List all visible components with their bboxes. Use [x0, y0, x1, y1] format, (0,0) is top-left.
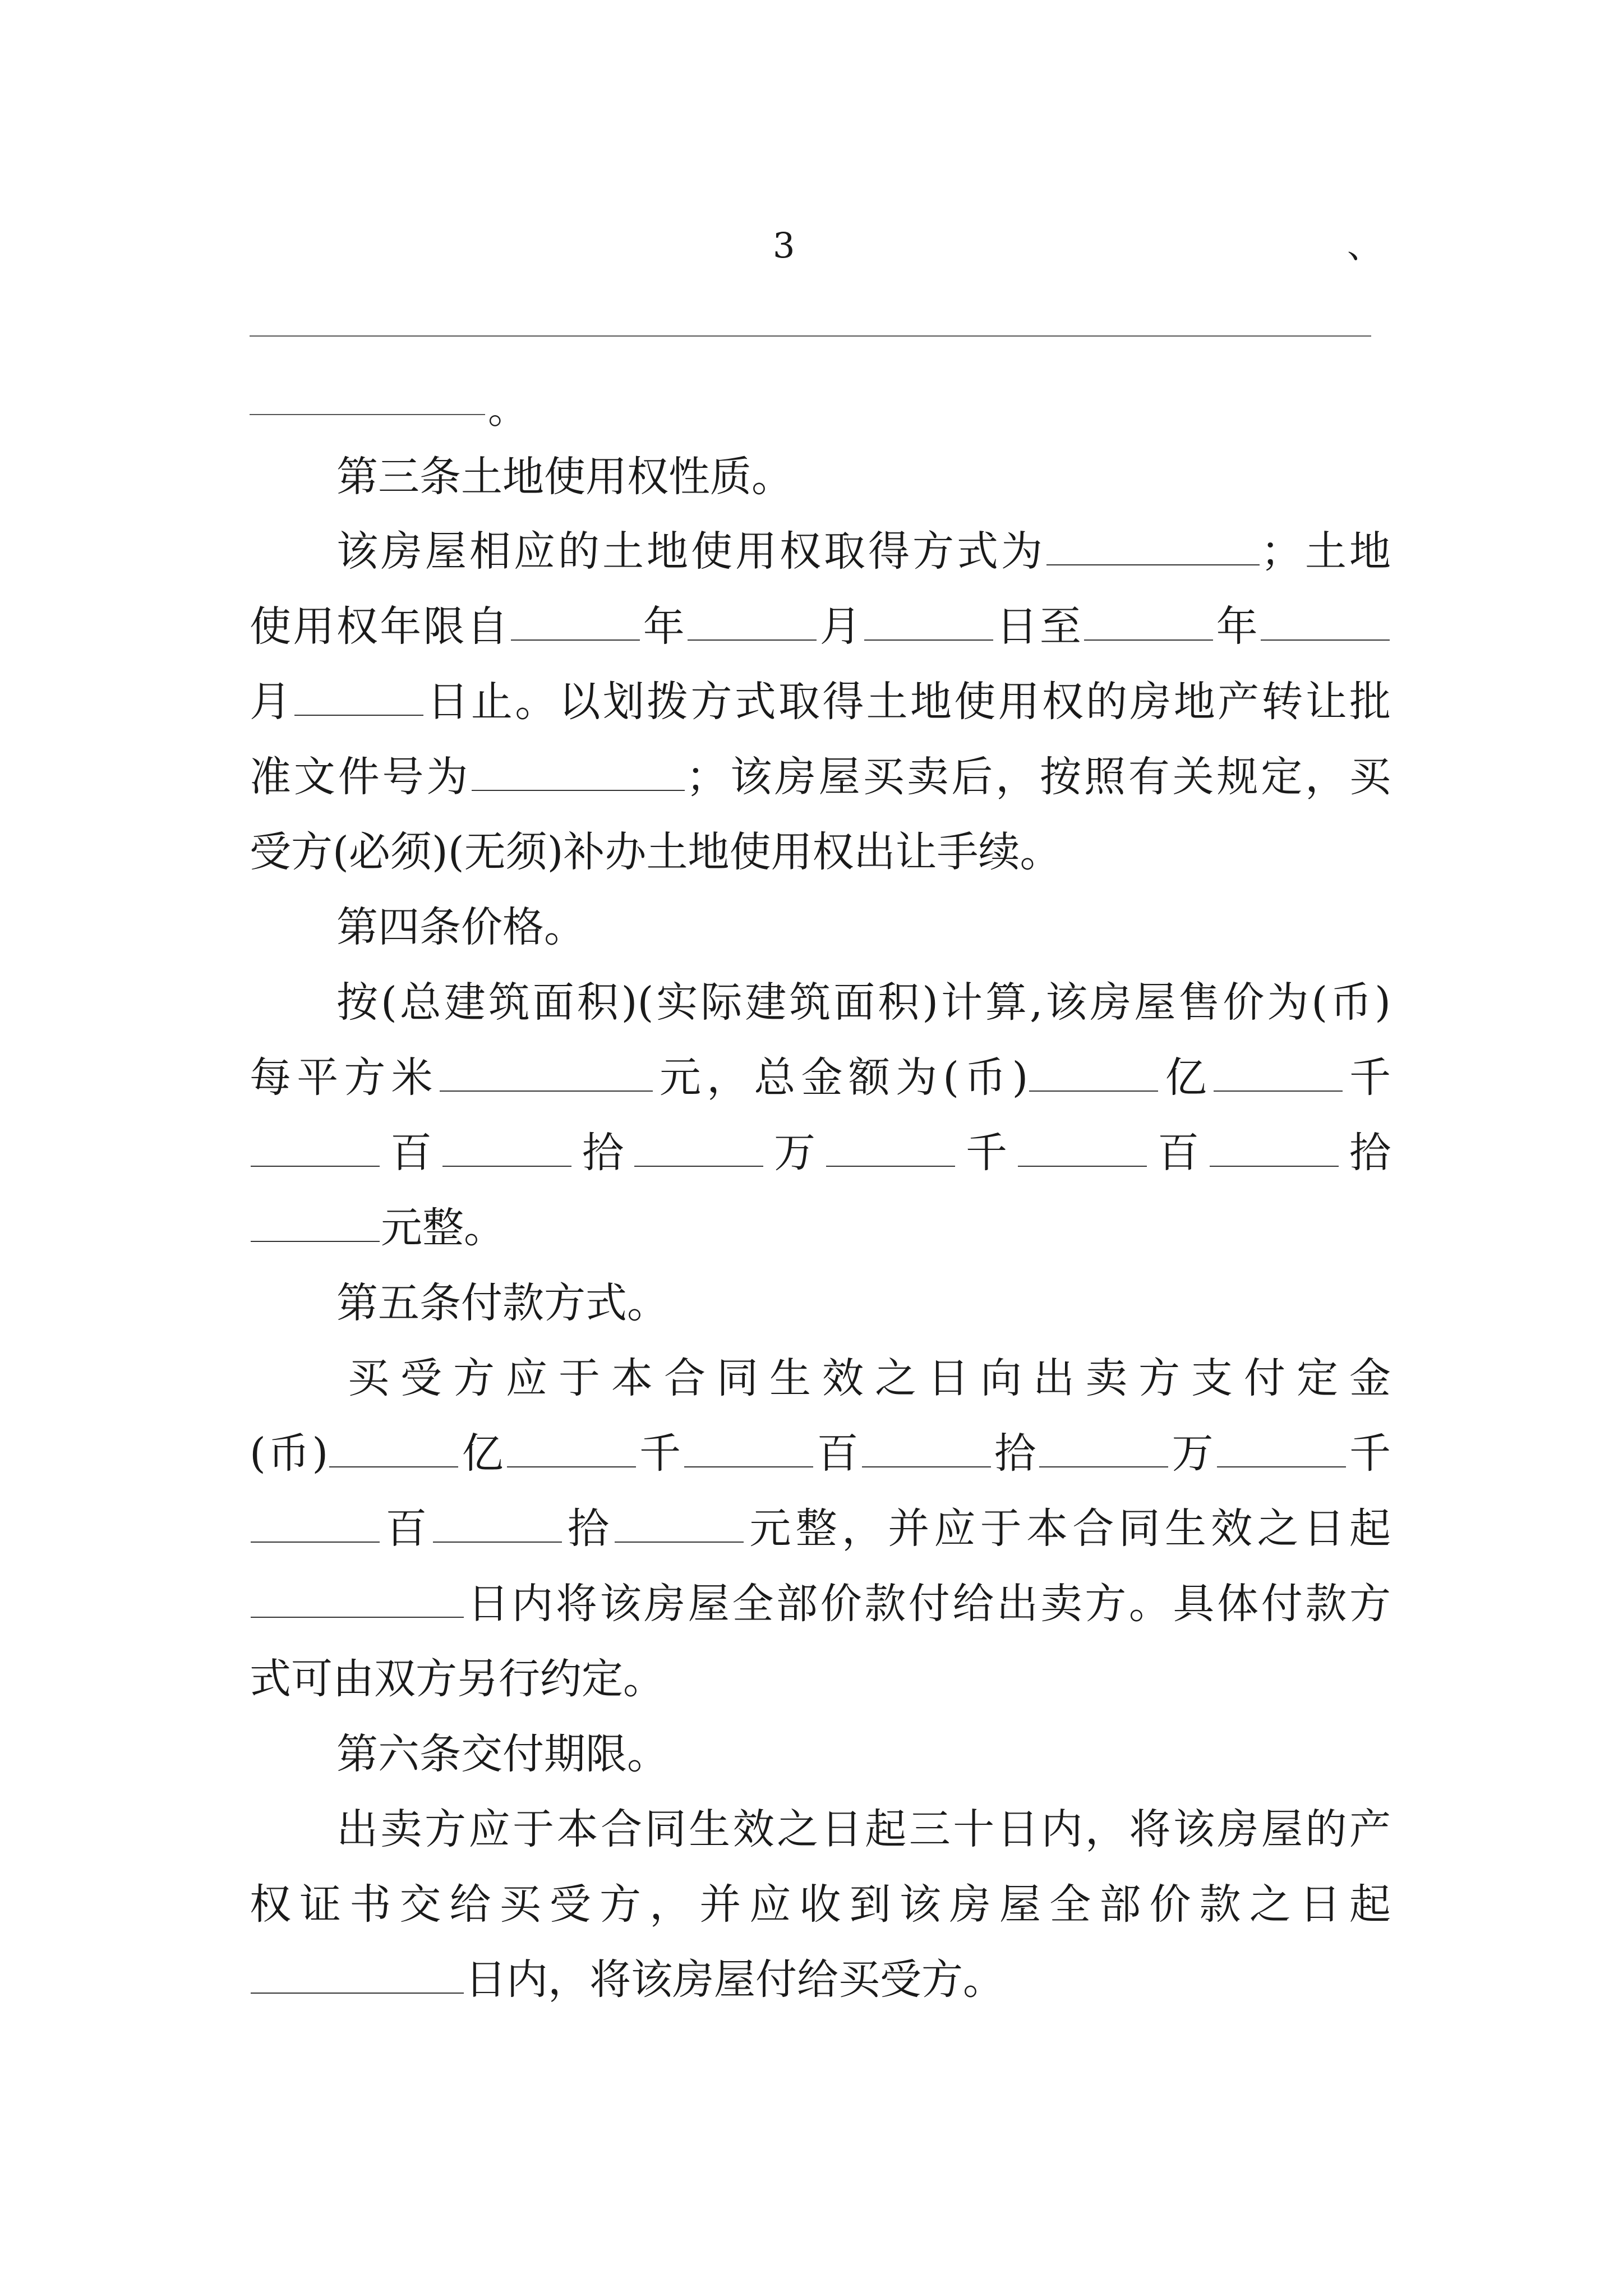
blank-field[interactable]	[251, 1208, 380, 1242]
blank-field[interactable]	[1039, 1434, 1168, 1467]
blank-field[interactable]	[251, 1584, 464, 1618]
item-period: 。	[488, 386, 527, 432]
article5-title: 第五条付款方式。	[336, 1279, 668, 1327]
blank-field[interactable]	[294, 682, 423, 716]
blank-line	[250, 414, 485, 415]
blank-field[interactable]	[1029, 1058, 1158, 1092]
article6-line3: 日内，将该房屋付给买受方。	[250, 1949, 1391, 2010]
blank-field[interactable]	[1217, 1434, 1346, 1467]
article5-line5: 式可由双方另行约定。	[250, 1655, 665, 1703]
article3-title: 第三条土地使用权性质。	[336, 453, 793, 501]
article4-title: 第四条价格。	[336, 903, 585, 951]
blank-field[interactable]	[684, 1434, 813, 1467]
blank-field[interactable]	[442, 1133, 571, 1167]
blank-field[interactable]	[864, 607, 993, 641]
blank-field[interactable]	[251, 1509, 380, 1543]
blank-field[interactable]	[440, 1058, 653, 1092]
item-comma: 、	[1347, 225, 1382, 266]
article4-line4: 元整。	[250, 1197, 1391, 1259]
article3-line1: 该房屋相应的土地使用权取得方式为 ；土地	[336, 527, 1391, 576]
article3-line3: 月 日止。以划拨方式取得土地使用权的房地产转让批	[250, 678, 1391, 726]
article4-line2: 每平方米 元，总金额为(币) 亿 千	[250, 1053, 1391, 1102]
blank-field[interactable]	[511, 607, 640, 641]
blank-field[interactable]	[507, 1434, 636, 1467]
blank-field[interactable]	[688, 607, 817, 641]
article6-line2: 权证书交给买受方，并应收到该房屋全部价款之日起	[250, 1880, 1391, 1929]
blank-field[interactable]	[329, 1434, 458, 1467]
blank-field[interactable]	[634, 1133, 763, 1167]
blank-field[interactable]	[1210, 1133, 1339, 1167]
item-number: 3	[773, 225, 795, 266]
blank-field[interactable]	[862, 1434, 991, 1467]
blank-field[interactable]	[1084, 607, 1213, 641]
article6-title: 第六条交付期限。	[336, 1730, 668, 1778]
blank-field[interactable]	[472, 757, 685, 791]
article5-line2: (币) 亿 千 百 拾 万 千	[250, 1429, 1391, 1478]
article5-line3: 百 拾 元整，并应于本合同生效之日起	[250, 1498, 1391, 1559]
article4-line3: 百 拾 万 千 百 拾	[250, 1122, 1391, 1184]
blank-field[interactable]	[615, 1509, 744, 1543]
blank-line	[250, 335, 1371, 337]
article5-line4: 日内将该房屋全部价款付给出卖方。具体付款方	[250, 1573, 1391, 1635]
blank-field[interactable]	[1046, 532, 1260, 565]
blank-field[interactable]	[251, 1960, 464, 1994]
blank-field[interactable]	[1018, 1133, 1147, 1167]
blank-field[interactable]	[1214, 1058, 1343, 1092]
blank-field[interactable]	[1261, 607, 1390, 641]
blank-field[interactable]	[433, 1509, 562, 1543]
article3-line4: 准文件号为 ；该房屋买卖后，按照有关规定，买	[250, 753, 1391, 801]
blank-field[interactable]	[251, 1133, 380, 1167]
article4-line1: 按(总建筑面积)(实际建筑面积)计算,该房屋售价为(币)	[336, 978, 1391, 1027]
article3-line2: 使用权年限自 年 月 日至 年	[250, 596, 1391, 657]
article3-line5: 受方(必须)(无须)补办土地使用权出让手续。	[250, 828, 1062, 876]
article5-line1: 买受方应于本合同生效之日向出卖方支付定金	[348, 1354, 1391, 1402]
blank-field[interactable]	[826, 1133, 955, 1167]
article6-line1: 出卖方应于本合同生效之日起三十日内，将该房屋的产	[336, 1805, 1391, 1853]
